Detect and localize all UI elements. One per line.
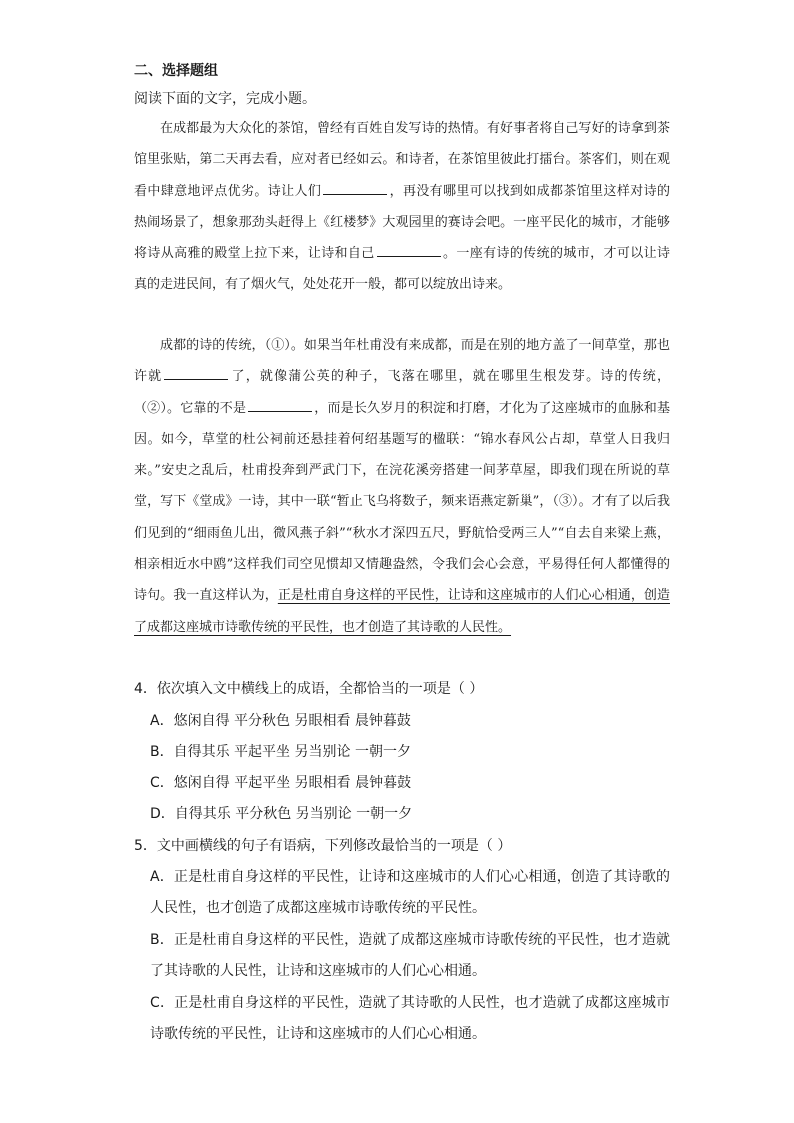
question-4-option-b[interactable]: B．自得其乐 平起平坐 另当别论 一朝一夕 bbox=[150, 744, 411, 760]
passage-paragraph-1 bbox=[134, 113, 670, 301]
fill-blank-2 bbox=[377, 244, 441, 257]
question-5-option-a[interactable]: A．正是杜甫自身这样的平民性，让诗和这座城市的人们心心相通，创造了其诗歌的人民性，也才创造了成都这座城市诗歌传统的平民性。 bbox=[150, 869, 670, 916]
reading-instruction: 阅读下面的文字，完成小题。 bbox=[134, 91, 316, 107]
passage-text: ，而是长久岁月的积淀和打磨，才化为了这座城市的血脉和基因。如今，草堂的杜公祠前还悬挂着何绍基题写的楹联：“锦水春风公占却，草堂人日我归来。”安史之乱后，杜甫投奔到严武门下，在浣花溪旁搭建一间茅草屋，即我们现在所说的草堂，写下《堂成》一诗，其中一联“暂止飞乌将数子，频来语燕定新巢”，（③）。才有了以后我们见到的“细雨鱼儿出，微风燕子斜”“秋水才深四五尺，野航恰受两三人”“自去自来梁上燕，相亲相近水中鸥”这样我们司空见惯却又情趣盎然，令我们会心会意，平易得任何人都懂得的诗句。我一直这样认为， bbox=[134, 400, 670, 604]
passage-text: 在成都最为大众化的茶馆，曾经有百姓自发写诗的热情。有好事者将自己写好的诗拿到茶馆里张贴，第二天再去看，应对者已经如云。和诗者，在茶馆里彼此打擂台。茶客们，则在观看中肆意地评点优劣。诗让人们 bbox=[134, 121, 670, 199]
section-title: 二、选择题组 bbox=[134, 63, 218, 79]
passage-text: 。一座有诗的传统的城市，才可以让诗真的走进民间，有了烟火气，处处花开一般，都可以绽放出诗来。 bbox=[134, 246, 670, 293]
question-5-stem: 5．文中画横线的句子有语病，下列修改最恰当的一项是（ ） bbox=[134, 838, 512, 854]
question-4-stem: 4．依次填入文中横线上的成语，全都恰当的一项是（ ） bbox=[134, 681, 484, 697]
fill-blank-3 bbox=[164, 367, 228, 380]
question-4-option-d[interactable]: D．自得其乐 平分秋色 另当别论 一朝一夕 bbox=[150, 806, 413, 822]
passage-text: 成都的诗的传统，（①）。如果当年杜甫没有来成都，而是在别的地方盖了一间草堂，那也许就 bbox=[134, 338, 670, 385]
fill-blank-1 bbox=[323, 182, 387, 195]
passage-paragraph-2 bbox=[134, 330, 670, 643]
underlined-sentence: 正是杜甫自身这样的平民性，让诗和这座城市的人们心心相通，创造了成都这座城市诗歌传统的平民性，也才创造了其诗歌的人民性。 bbox=[134, 588, 670, 635]
passage-text: 了，就像蒲公英的种子，飞落在哪里，就在哪里生根发芽。诗的传统，（②）。它靠的不是 bbox=[134, 369, 670, 416]
question-4-option-c[interactable]: C．悠闲自得 平起平坐 另眼相看 晨钟暮鼓 bbox=[150, 775, 412, 791]
question-4-option-a[interactable]: A．悠闲自得 平分秋色 另眼相看 晨钟暮鼓 bbox=[150, 713, 411, 729]
fill-blank-4 bbox=[248, 399, 312, 412]
question-5-option-b[interactable]: B．正是杜甫自身这样的平民性，造就了成都这座城市诗歌传统的平民性，也才造就了其诗歌的人民性，让诗和这座城市的人们心心相通。 bbox=[150, 932, 670, 979]
question-5-option-c[interactable]: C．正是杜甫自身这样的平民性，造就了其诗歌的人民性，也才造就了成都这座城市诗歌传统的平民性，让诗和这座城市的人们心心相通。 bbox=[150, 995, 670, 1042]
passage-text: ，再没有哪里可以找到如成都茶馆里这样对诗的热闹场景了，想象那劲头赶得上《红楼梦》大观园里的赛诗会吧。一座平民化的城市，才能够将诗从高雅的殿堂上拉下来，让诗和自己 bbox=[134, 183, 670, 262]
